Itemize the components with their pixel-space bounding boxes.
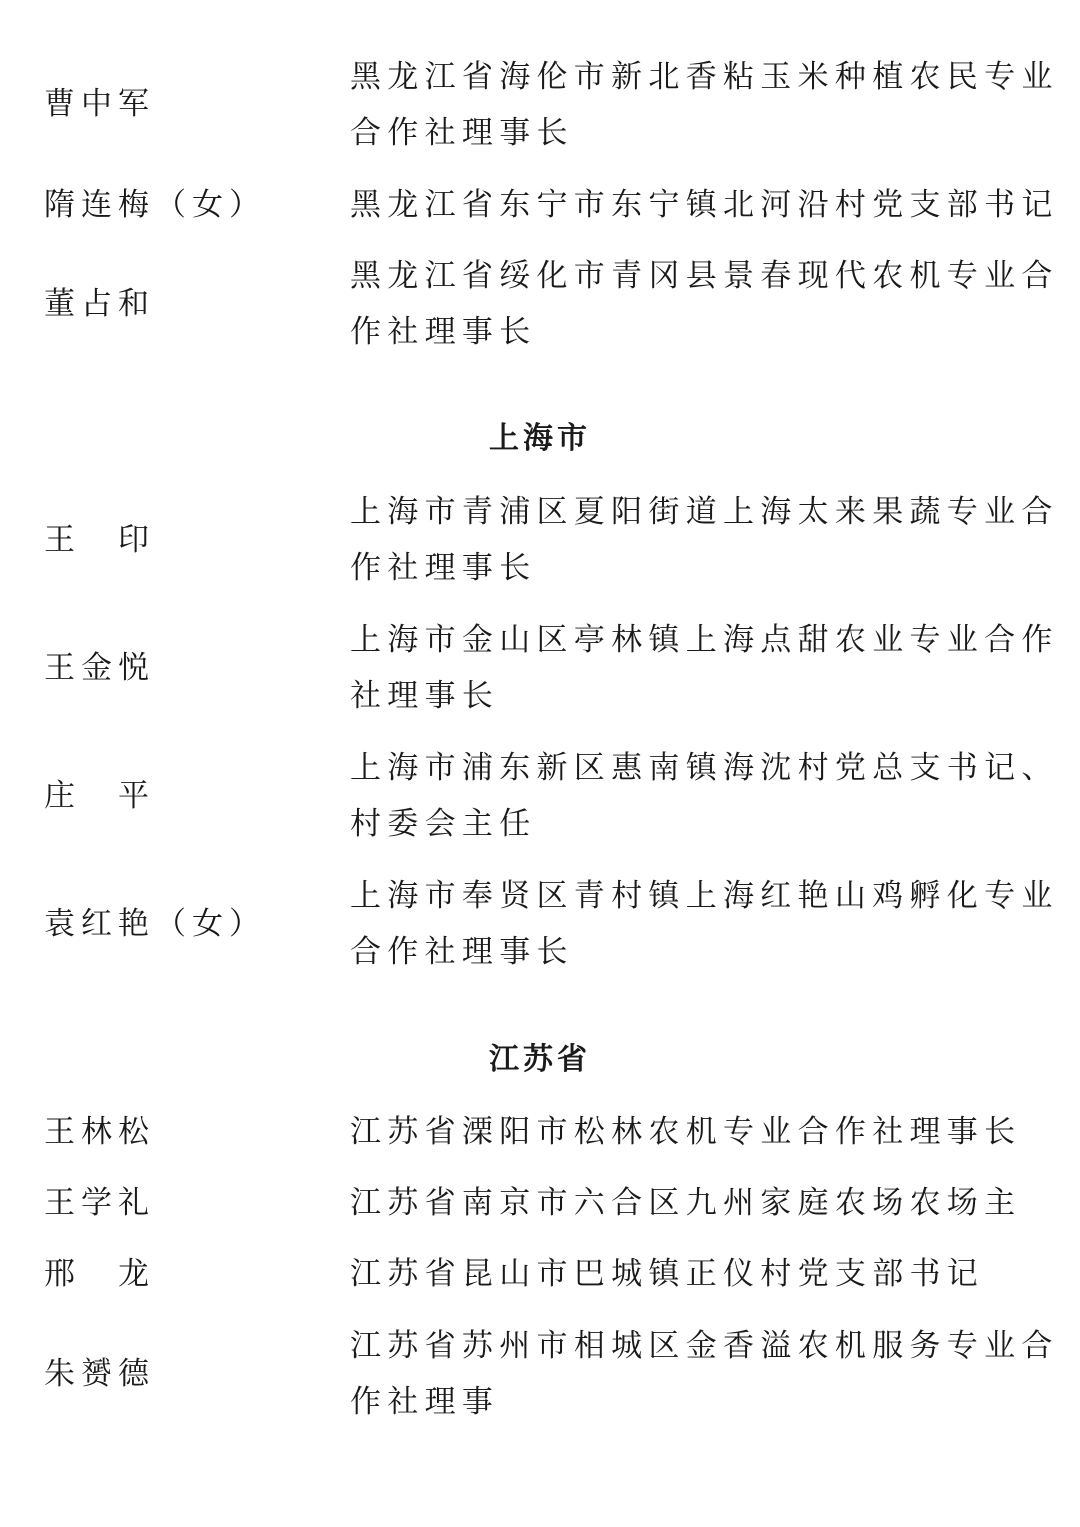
entry-title-line: 合作社理事长 — [350, 934, 574, 970]
entry-title-line: 黑龙江省东宁市东宁镇北河沿村党支部书记 — [350, 187, 1059, 223]
entry-title-line: 作社理事长 — [350, 314, 537, 350]
entry-name: 王 印 — [44, 522, 155, 558]
entry-name: 邢 龙 — [44, 1256, 155, 1292]
entry-title-line: 上海市奉贤区青村镇上海红艳山鸡孵化专业 — [350, 878, 1059, 914]
entry-title-line: 黑龙江省绥化市青冈县景春现代农机专业合 — [350, 258, 1059, 294]
entry-title-line: 上海市青浦区夏阳街道上海太来果蔬专业合 — [350, 494, 1059, 530]
entry-title-line: 作社理事 — [350, 1384, 500, 1420]
entry-title-line: 村委会主任 — [350, 806, 537, 842]
entry-name: 王金悦 — [44, 650, 155, 686]
entry-title-line: 江苏省昆山市巴城镇正仪村党支部书记 — [350, 1256, 985, 1292]
entry-name: 曹中军 — [44, 86, 155, 122]
entry-name: 隋连梅（女） — [44, 187, 266, 223]
entry-title-line: 上海市金山区亭林镇上海点甜农业专业合作 — [350, 622, 1059, 658]
entry-title-line: 黑龙江省海伦市新北香粘玉米种植农民专业 — [350, 59, 1059, 95]
entry-title-line: 上海市浦东新区惠南镇海沈村党总支书记、 — [350, 750, 1059, 786]
entry-name: 王林松 — [44, 1114, 155, 1150]
entry-name: 庄 平 — [44, 778, 155, 814]
entry-title-line: 合作社理事长 — [350, 115, 574, 151]
entry-name: 王学礼 — [44, 1185, 155, 1221]
entry-title-line: 江苏省溧阳市松林农机专业合作社理事长 — [350, 1114, 1022, 1150]
entry-title-line: 江苏省苏州市相城区金香溢农机服务专业合 — [350, 1328, 1059, 1364]
entry-title-line: 江苏省南京市六合区九州家庭农场农场主 — [350, 1185, 1022, 1221]
section-heading-jiangsu: 江苏省 — [489, 1042, 591, 1077]
entry-title-line: 作社理事长 — [350, 550, 537, 586]
entry-name: 袁红艳（女） — [44, 906, 266, 942]
entry-name: 朱赟德 — [44, 1356, 155, 1392]
entry-name: 董占和 — [44, 286, 155, 322]
section-heading-shanghai: 上海市 — [489, 421, 591, 456]
entry-title-line: 社理事长 — [350, 678, 500, 714]
